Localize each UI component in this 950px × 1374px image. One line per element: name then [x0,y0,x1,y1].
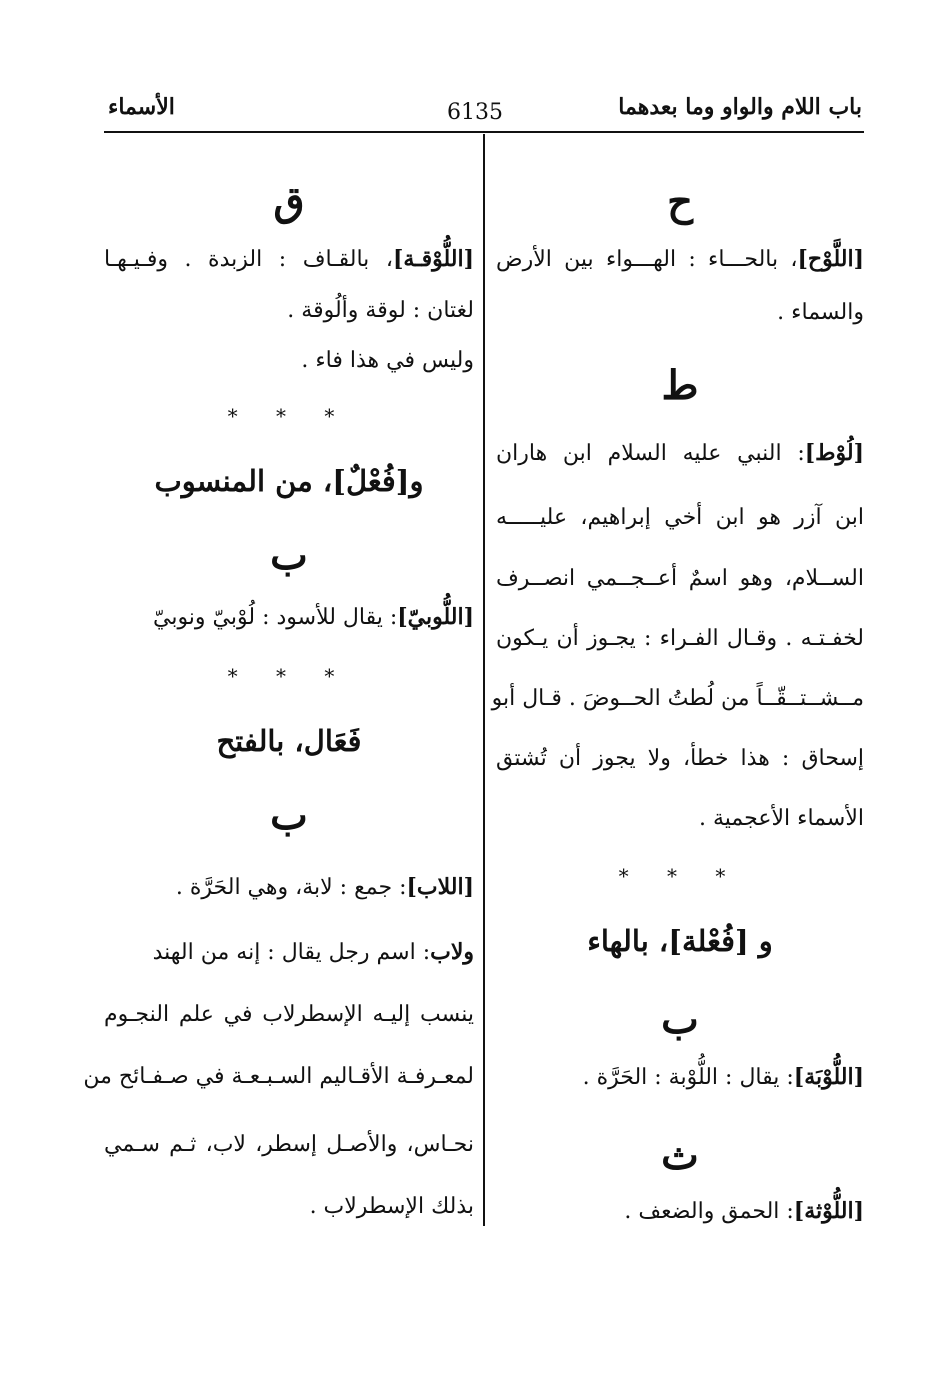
entry-lawh-line2: والسماء . [777,300,864,325]
section-heading-fuel [104,464,474,498]
entry-lawh-line1 [496,246,864,272]
section-heading-fuala [496,924,864,958]
entry-walab-line1 [104,939,474,965]
entry-lubi-headword: [اللُّوبيّ] [397,604,474,630]
entry-lut-line3: الســلام، وهو اسمٌ أعــجــمي انصــرف [496,566,864,591]
entry-lut-line2: ابن آزر هو ابن أخي إبراهيم، عليـــــه [496,505,864,530]
entry-lutha [496,1198,864,1224]
entry-walab-line5: بذلك الإسطرلاب . [309,1194,474,1219]
entry-lut-line6: إسحاق : هذا خطأ، ولا يجوز أن تُشتق [496,746,864,771]
entry-lawh-text: ، بالحـــاء : الهـــواء بين الأرض [496,247,798,272]
section-heading-suffix: ، بالهاء [587,924,669,958]
entry-lut-line5: مــشــتــقّــاً من لُطتُ الحــوضَ . قـال أبو [491,686,864,711]
section-heading-pattern: [فُعْلٌ] [332,464,410,498]
entry-lut-line7: الأسماء الأعجمية . [699,806,864,831]
entry-lut-headword: [لُوْط] [804,440,864,466]
entry-luqa-headword: [اللُّوْقـة] [392,246,474,272]
section-separator-1: * * * [227,404,351,428]
entry-walab-line3: لمعـرفـة الأقـاليم السـبـعـة في صـفـائح من [83,1064,474,1089]
letter-heading-ha: ح [667,178,693,225]
entry-luqa-line2: لغتان : لوقة وألُوقة . [287,298,474,323]
entry-lubi-text: : يقال للأسود : لُوْبيّ ونوبيّ [152,605,398,630]
letter-heading-tha: ث [661,1132,699,1179]
entry-walab-headword: ولاب [430,939,474,965]
entry-walab-text: : اسم رجل يقال : إنه من الهند [152,940,431,965]
entry-lutha-text: : الحمق والضعف . [624,1199,794,1224]
entry-lab-headword: [اللاب] [406,874,474,900]
entry-lawh-headword: [اللَّوْح] [797,246,864,272]
entry-lutha-headword: [اللُّوْثة] [793,1198,864,1224]
section-heading-suffix: ، من المنسوب [154,464,333,498]
entry-luba [496,1064,864,1090]
running-header-chapter: باب اللام والواو وما بعدهما [618,94,862,120]
section-heading-faal: فَعَال، بالفتح [216,724,362,758]
section-heading-prefix: و [758,924,773,958]
section-separator: * * * [618,864,742,888]
entry-luba-headword: [اللُّوْبَة] [793,1064,864,1090]
section-heading-prefix: و [409,464,424,498]
entry-luqa-line1 [104,246,474,272]
entry-lab [104,874,474,900]
letter-heading-qaf: ق [273,178,305,225]
entry-luba-text: : يقال : اللُّوْبة : الحَرَّة . [582,1065,794,1090]
entry-lut-line1 [496,440,864,466]
letter-heading-ta: ط [661,362,699,409]
entry-walab-line4: نحـاس، والأصـل إسطر، لاب، ثـم سـمي [104,1132,474,1157]
running-header-section: الأسماء [108,94,175,120]
entry-luqa-text: ، بالقـاف : الزبدة . وفـيـهـا [104,247,393,272]
letter-heading-ba: ب [661,996,699,1043]
entry-luqa-line3: وليس في هذا فاء . [301,348,474,373]
entry-lab-text: : جمع : لابة، وهي الحَرَّة . [175,875,407,900]
entry-lubi [104,604,474,630]
header-rule [104,131,864,133]
entry-lut-line4: لخفـتـه . وقـال الفـراء : يجـوز أن يـكون [496,626,864,651]
section-separator-2: * * * [227,664,351,688]
entry-lut-text: : النبي عليه السلام ابن هاران [496,441,805,466]
page-number: 6135 [447,100,503,125]
column-divider [483,134,485,1226]
letter-heading-ba-2: ب [270,792,308,839]
entry-walab-line2: ينسب إليـه الإسطرلاب في علم النجـوم [104,1002,474,1027]
section-heading-pattern: [فُعْلة] [668,924,749,958]
letter-heading-ba-1: ب [270,532,308,579]
